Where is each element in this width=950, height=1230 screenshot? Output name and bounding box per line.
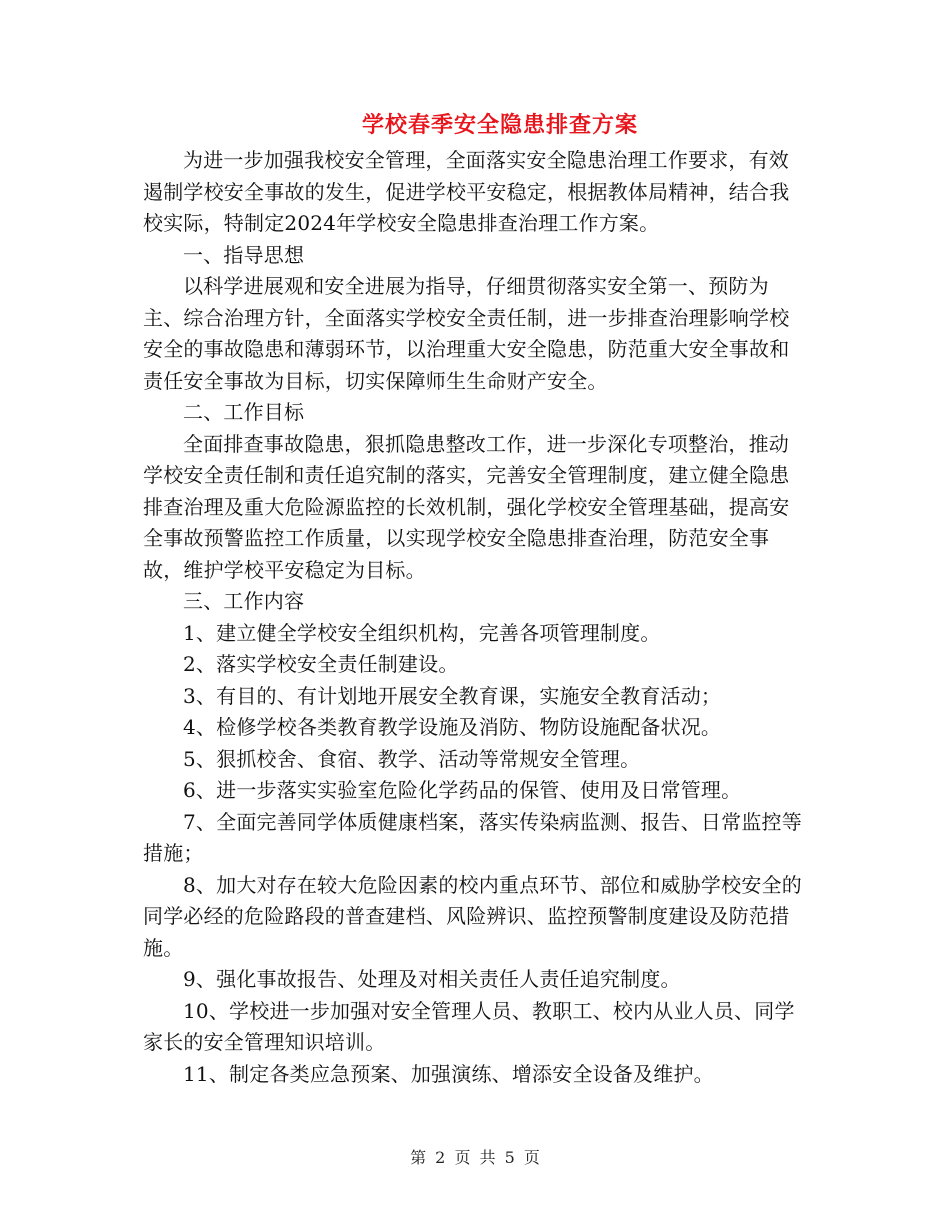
section-heading-guiding-thought: 一、指导思想 — [183, 242, 305, 267]
work-content-item: 5、狠抓校舍、食宿、教学、活动等常规安全管理。 — [183, 746, 641, 771]
section-heading-work-goals: 二、工作目标 — [183, 400, 305, 424]
work-content-item: 3、有目的、有计划地开展安全教育课，实施安全教育活动； — [183, 683, 722, 708]
section-heading-work-content: 三、工作内容 — [183, 589, 305, 613]
work-content-item: 9、强化事故报告、处理及对相关责任人责任追究制度。 — [183, 967, 681, 991]
document-title: 学校春季安全隐患排查方案 — [361, 112, 638, 138]
work-content-item: 10、学校进一步加强对安全管理人员、教职工、校内从业人员、同学家长的安全管理知识培训。 — [143, 998, 795, 1054]
work-content-item: 11、制定各类应急预案、加强演练、增添安全设备及维护。 — [183, 1061, 714, 1086]
page-footer: 第 2 页 共 5 页 — [410, 1148, 540, 1167]
guiding-thought-paragraph: 以科学进展观和安全进展为指导，仔细贯彻落实安全第一、预防为主、综合治理方针，全面落实学校安全责任制，进一步排查治理影响学校安全的事故隐患和薄弱环节，以治理重大安全隐患，防范重大安全事故和责任安全事故为目标，切实保障师生生命财产安全。 — [143, 274, 790, 393]
work-content-item: 6、进一步落实实验室危险化学药品的保管、使用及日常管理。 — [183, 778, 742, 802]
work-content-item: 7、全面完善同学体质健康档案，落实传染病监测、报告、日常监控等措施； — [143, 809, 802, 865]
work-content-item: 4、检修学校各类教育教学设施及消防、物防设施配备状况。 — [183, 715, 722, 739]
work-content-item: 2、落实学校安全责任制建设。 — [183, 652, 459, 676]
work-content-item: 1、建立健全学校安全组织机构，完善各项管理制度。 — [183, 620, 661, 645]
document-body — [143, 145, 807, 1090]
intro-paragraph: 为进一步加强我校安全管理，全面落实安全隐患治理工作要求，有效遏制学校安全事故的发生，促进学校平安稳定，根据教体局精神，结合我校实际，特制定2024年学校安全隐患排查治理工作方案。 — [143, 148, 790, 235]
work-content-item: 8、加大对存在较大危险因素的校内重点环节、部位和威胁学校安全的同学必经的危险路段的普查建档、风险辨识、监控预警制度建设及防范措施。 — [143, 872, 802, 960]
work-goals-paragraph: 全面排查事故隐患，狠抓隐患整改工作，进一步深化专项整治，推动学校安全责任制和责任追究制的落实，完善安全管理制度，建立健全隐患排查治理及重大危险源监控的长效机制，强化学校安全管理基础，提高安全事故预警监控工作质量，以实现学校安全隐患排查治理，防范安全事故，维护学校平安稳定为目标。 — [143, 431, 790, 582]
